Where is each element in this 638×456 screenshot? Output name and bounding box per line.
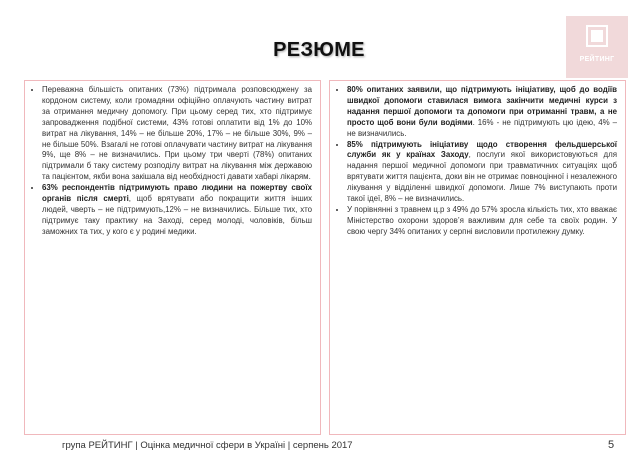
bullet-bold-text: 85% підтримують ініціативу щодо створення фельдшерської служби як у країнах Заходу [347, 139, 617, 160]
bullet-text: , послуги якої використовуються для надання першої медичної допомоги при травматичних ситуаціях щоб врятувати життя пацієнта, доки він не отримає повноцінної і незалежного лікування у відділенні швидкої допомоги. Лише 7% виступають проти такої ідеї, 8% – не визначились. [347, 150, 617, 204]
right-bullet-list [336, 85, 617, 238]
bullet-text: У порівнянні з травнем ц.р з 49% до 57% зросла кількість тих, хто вважає Міністерство охорони здоров’я важливим для себе та своїх родин. У свою чергу 34% опитаних у серпні висловили протилежну думку. [347, 204, 617, 236]
left-bullet-list [31, 85, 312, 238]
rating-logo [566, 16, 628, 78]
logo-mark-icon [586, 25, 608, 47]
bullet-text: Переважна більшість опитаних (73%) підтримала розповсюджену за кордоном систему, коли громадяни офіційно оплачують частину витрат за отримання медичну допомогу. При цьому серед тих, хто підтримує запровадження подібної системи, 43% готові оплатити від 1% до 10% витрат на лікування, 14% – не більше 20%, 17% – не більше 30%, 9% – не більше 50%. Взагалі не готові оплачувати частину витрат на лікування 9%, ще 8% – не визначились. При цьому три чверті (78%) опитаних підтримали б таку систему розподілу витрат на лікування між державою та пацієнтом, якби вона закішала від необхідності давати хабарі лікарям. [42, 85, 312, 182]
bullet-text: , щоб врятувати або покращити життя інших людей, чверть – не підтримують,12% – не визначились. Більше тих, хто підтримує таку практику на Заході, серед молоді, чоловіків, більш заможних та тих, у кого є у родині медики. [42, 194, 313, 236]
page-number: 5 [608, 439, 615, 451]
page-title: РЕЗЮМЕ [273, 39, 365, 61]
summary-bullet [347, 205, 617, 238]
summary-bullet [347, 140, 617, 205]
summary-bullet [347, 85, 617, 140]
left-summary-panel [24, 80, 321, 435]
right-summary-panel [329, 80, 626, 435]
bullet-bold-text: 63% респондентів підтримують право людини на пожертву своїх органів після смерті [42, 183, 312, 204]
bullet-bold-text: 80% опитаних заявили, що підтримують ініціативу, щоб до водіїв швидкої допомоги ставилася вимога закінчити медичні курси з надання першої допомоги та допомоги при отриманні травм, а не просто щоб вони були водіями [347, 85, 617, 127]
bullet-text: . 16% - не підтримують цю ідею, 4% – не визначились. [347, 117, 617, 138]
summary-bullet [42, 85, 312, 183]
summary-bullet [42, 183, 312, 238]
footer-text: група РЕЙТИНГ | Оцінка медичної сфери в Україні | серпень 2017 [62, 440, 353, 451]
logo-text: РЕЙТИНГ [579, 56, 615, 63]
